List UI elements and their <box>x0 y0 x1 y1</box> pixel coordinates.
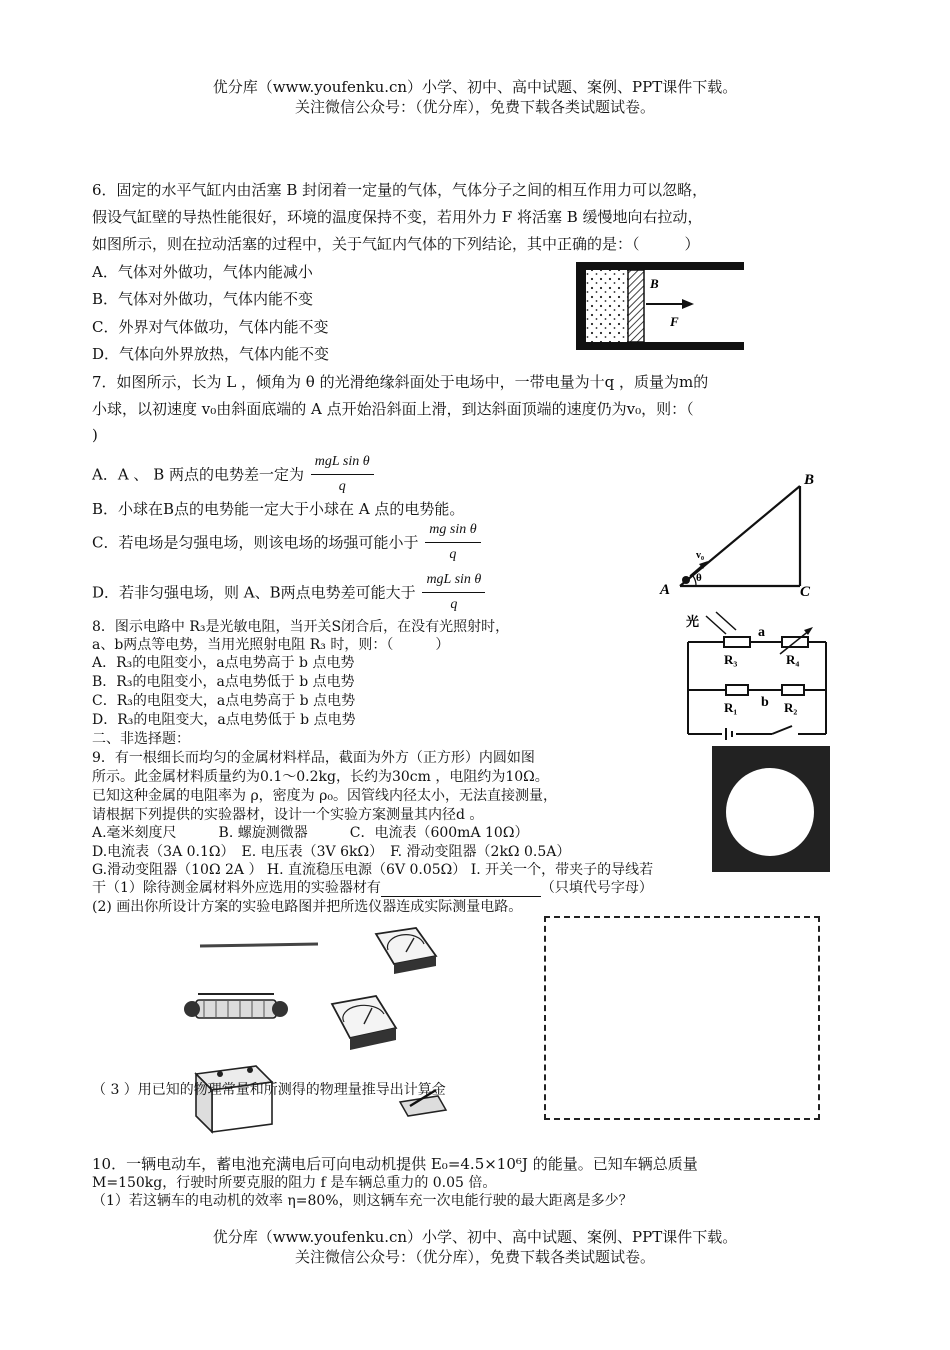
q8-r1-label: R₁ <box>724 700 738 715</box>
q7-text-line3: ) <box>92 426 98 444</box>
q8-circuit-figure <box>682 608 834 748</box>
section-title: 二、非选择题： <box>92 731 190 747</box>
q8-r3-label: R₃ <box>724 652 738 667</box>
q9-equipment-line1: A.毫米刻度尺 B. 螺旋测微器 C．电流表（600mA 10Ω） <box>92 825 529 841</box>
q7-incline-figure <box>652 468 822 596</box>
q7-option-c <box>92 520 481 565</box>
q7-fraction-c <box>425 520 480 565</box>
q9-part2: (2) 画出你所设计方案的实验电路图并把所选仪器连成实际测量电路。 <box>92 899 523 915</box>
q9-part1-suffix: （只填代号字母） <box>540 880 653 896</box>
q7-option-a-text: A．A 、 B 两点的电势差一定为 <box>92 465 304 484</box>
q7-v0-label: v₀ <box>696 550 704 561</box>
q10-text-line1: 10．一辆电动车，蓄电池充满电后可向电动机提供 E₀=4.5×10⁶J 的能量。已知车辆总质量 <box>92 1155 698 1173</box>
q7-text-line1: 7．如图所示，长为 L ，倾角为 θ 的光滑绝缘斜面处于电场中，一带电量为十q ，质量为m的 <box>92 373 709 391</box>
q7-point-a-label: A <box>660 582 671 596</box>
q9-part1-text: 干（1）除待测金属材料外应选用的实验器材有 <box>92 880 381 896</box>
q9-part1 <box>92 879 653 897</box>
q7-option-c-text: C．若电场是匀强电场，则该电场的场强可能小于 <box>92 533 419 552</box>
page-header-line2: 关注微信公众号：（优分库），免费下载各类试题试卷。 <box>294 98 655 116</box>
q8-text-line1: 8．图示电路中 R₃是光敏电阻，当开关S闭合后，在没有光照射时， <box>92 619 510 635</box>
q6-option-a: A．气体对外做功，气体内能减小 <box>92 263 313 281</box>
q10-text-line2: M=150kg，行驶时所要克服的阻力 f 是车辆总重力的 0.05 倍。 <box>92 1175 497 1191</box>
q7-option-a <box>92 452 374 497</box>
q7-fraction-a-den: q <box>338 479 346 494</box>
q8-option-b: B．R₃的电阻变小，a点电势低于 b 点电势 <box>92 674 355 690</box>
q7-fraction-c-den: q <box>449 547 457 562</box>
q6-option-c: C．外界对气体做功，气体内能不变 <box>92 318 329 336</box>
q6-piston-label: B <box>650 276 659 291</box>
rheostat-icon <box>184 994 288 1018</box>
q8-text-line2: a、b两点等电势，当用光照射电阻 R₃ 时，则：（ ） <box>92 637 450 653</box>
q7-text-line2: 小球，以初速度 v₀由斜面底端的 A 点开始沿斜面上滑，到达斜面顶端的速度仍为v₀，则：（ <box>92 400 694 418</box>
q8-option-d: D．R₃的电阻变大，a点电势低于 b 点电势 <box>92 712 356 728</box>
q6-text-line1: 6．固定的水平气缸内由活塞 B 封闭着一定量的气体，气体分子之间的相互作用力可以忽略， <box>92 181 708 199</box>
q8-light-label: 光 <box>686 615 700 630</box>
q9-text-line1: 9．有一根细长而均匀的金属材料样品，截面为外方（正方形）内圆如图 <box>92 750 535 766</box>
q9-answer-blank[interactable] <box>381 882 541 897</box>
q7-theta-label: θ <box>696 572 702 584</box>
q9-equipment-illustration <box>180 924 462 1136</box>
page-footer-line1: 优分库（www.youfenku.cn）小学、初中、高中试题、案例、PPT课件下载。 <box>212 1228 738 1246</box>
q7-option-d <box>92 570 485 615</box>
q6-option-b: B．气体对外做功，气体内能不变 <box>92 290 314 308</box>
q8-r4-label: R₄ <box>786 652 800 667</box>
q9-cross-section-figure <box>712 746 830 872</box>
q7-fraction-d-den: q <box>450 597 458 612</box>
q8-option-a: A．R₃的电阻变小，a点电势高于 b 点电势 <box>92 655 355 671</box>
page-footer-line2: 关注微信公众号：（优分库），免费下载各类试题试卷。 <box>294 1248 655 1266</box>
q8-point-a-label: a <box>758 625 765 640</box>
q7-point-c-label: C <box>800 584 811 596</box>
q6-option-d: D．气体向外界放热，气体内能不变 <box>92 345 330 363</box>
q6-cylinder-figure <box>572 258 748 354</box>
q7-fraction-a <box>311 452 374 497</box>
q7-fraction-d <box>422 570 485 615</box>
q7-point-b-label: B <box>804 472 815 488</box>
q9-text-line3: 已知这种金属的电阻率为 ρ，密度为 ρ₀。因管线内径太小，无法直接测量， <box>92 788 557 804</box>
q7-fraction-a-num: mgL sin θ <box>311 452 374 475</box>
q7-fraction-d-num: mgL sin θ <box>422 570 485 593</box>
q7-option-d-text: D．若非匀强电场，则 A、B两点电势差可能大于 <box>92 583 416 602</box>
q8-r2-label: R₂ <box>784 700 798 715</box>
power-supply-icon <box>196 1066 272 1132</box>
q7-fraction-c-num: mg sin θ <box>425 520 480 543</box>
q9-text-line2: 所示。此金属材料质量约为0.1～0.2kg，长约为30cm ，电阻约为10Ω。 <box>92 769 549 785</box>
circuit-drawing-box[interactable] <box>544 916 820 1120</box>
q9-equipment-line3: G.滑动变阻器（10Ω 2A ） H. 直流稳压电源（6V 0.05Ω） I. 开关一个，带夹子的导线若 <box>92 862 654 878</box>
meter-icon <box>376 928 436 974</box>
q9-text-line4: 请根据下列提供的实验器材，设计一个实验方案测量其内径d 。 <box>92 807 484 823</box>
q10-part1: （1）若这辆车的电动机的效率 η=80%，则这辆车充一次电能行驶的最大距离是多少？ <box>92 1193 633 1209</box>
meter-icon <box>332 996 396 1050</box>
q6-text-line2: 假设气缸壁的导热性能很好，环境的温度保持不变，若用外力 F 将活塞 B 缓慢地向右拉动， <box>92 208 703 226</box>
q8-option-c: C．R₃的电阻变大，a点电势高于 b 点电势 <box>92 693 356 709</box>
q9-equipment-line2: D.电流表（3A 0.1Ω） E. 电压表（3V 6kΩ） F. 滑动变阻器（2kΩ 0.5A） <box>92 844 571 860</box>
q6-force-label: F <box>670 314 679 329</box>
q6-text-line3: 如图所示，则在拉动活塞的过程中，关于气缸内气体的下列结论，其中正确的是：（ ） <box>92 235 700 253</box>
q8-point-b-label: b <box>761 695 769 710</box>
q9-part3: （ 3 ）用已知的物理常量和所测得的物理量推导出计算金 <box>92 1082 446 1098</box>
q7-option-b: B．小球在B点的电势能一定大于小球在 A 点的电势能。 <box>92 500 465 518</box>
page-header-line1: 优分库（www.youfenku.cn）小学、初中、高中试题、案例、PPT课件下载。 <box>212 78 738 96</box>
